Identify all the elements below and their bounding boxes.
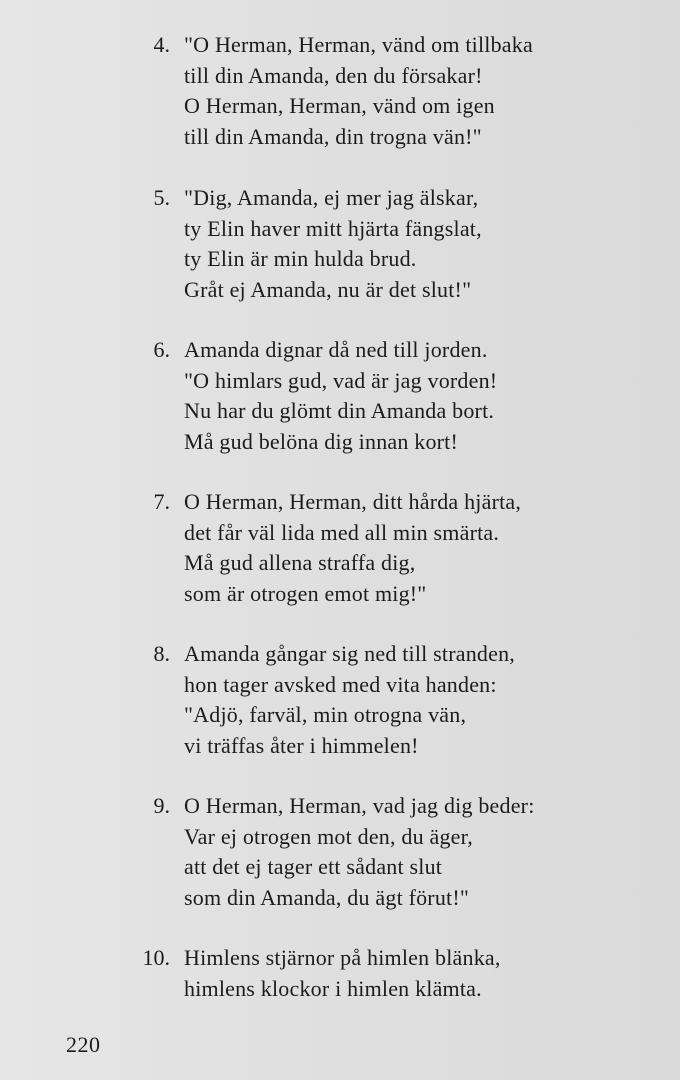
verse-line: Må gud allena straffa dig, <box>184 550 416 575</box>
stanza-number: 7. <box>153 489 170 514</box>
stanza-5 <box>150 183 650 305</box>
stanza-6 <box>150 335 650 457</box>
verse-line: ty Elin är min hulda brud. <box>184 246 417 271</box>
verse-line: ty Elin haver mitt hjärta fängslat, <box>184 215 482 241</box>
page-number: 220 <box>66 1032 101 1057</box>
verse-line: Amanda gångar sig ned till stranden, <box>184 641 516 666</box>
verse-line: Må gud belöna dig innan kort! <box>184 428 459 454</box>
verse-line: O Herman, Herman, ditt hårda hjärta, <box>184 489 522 514</box>
verse-line: vi träffas åter i himmelen! <box>184 732 419 758</box>
verse-line: att det ej tager ett sådant slut <box>184 854 443 879</box>
stanza-number: 10. <box>142 945 170 970</box>
stanza-number: 6. <box>153 337 170 362</box>
verse-line: "O Herman, Herman, vänd om tillbaka <box>184 32 533 57</box>
verse-line: som är otrogen emot mig!" <box>184 580 427 606</box>
verse-line: Himlens stjärnor på himlen blänka, <box>184 945 501 970</box>
stanza-number: 8. <box>153 641 170 666</box>
verse-line: "O himlars gud, vad är jag vorden! <box>184 367 498 393</box>
verse-line: Gråt ej Amanda, nu är det slut!" <box>184 276 472 302</box>
verse-line: himlens klockor i himlen klämta. <box>184 975 482 1001</box>
stanza-8 <box>150 639 650 761</box>
verse-line: "Dig, Amanda, ej mer jag älskar, <box>184 185 479 210</box>
stanza-9 <box>150 791 650 913</box>
verse-line: till din Amanda, din trogna vän!" <box>184 123 482 149</box>
stanza-4 <box>150 30 650 152</box>
verse-line: "Adjö, farväl, min otrogna vän, <box>184 702 467 727</box>
stanza-number: 5. <box>153 185 170 210</box>
stanza-10 <box>142 943 650 1004</box>
verse-line: Var ej otrogen mot den, du äger, <box>184 823 473 849</box>
stanza-7 <box>150 487 650 609</box>
verse-line: Amanda dignar då ned till jorden. <box>184 337 488 362</box>
stanza-number: 9. <box>153 793 170 818</box>
verse-line: det får väl lida med all min smärta. <box>184 519 500 545</box>
verse-line: O Herman, Herman, vad jag dig beder: <box>184 793 535 818</box>
verse-line: Nu har du glömt din Amanda bort. <box>184 398 495 423</box>
verse-line: till din Amanda, den du försakar! <box>184 62 483 88</box>
verse-line: som din Amanda, du ägt förut!" <box>184 884 470 910</box>
stanza-number: 4. <box>153 32 170 57</box>
verse-line: hon tager avsked med vita handen: <box>184 671 497 697</box>
verse-line: O Herman, Herman, vänd om igen <box>184 93 495 118</box>
